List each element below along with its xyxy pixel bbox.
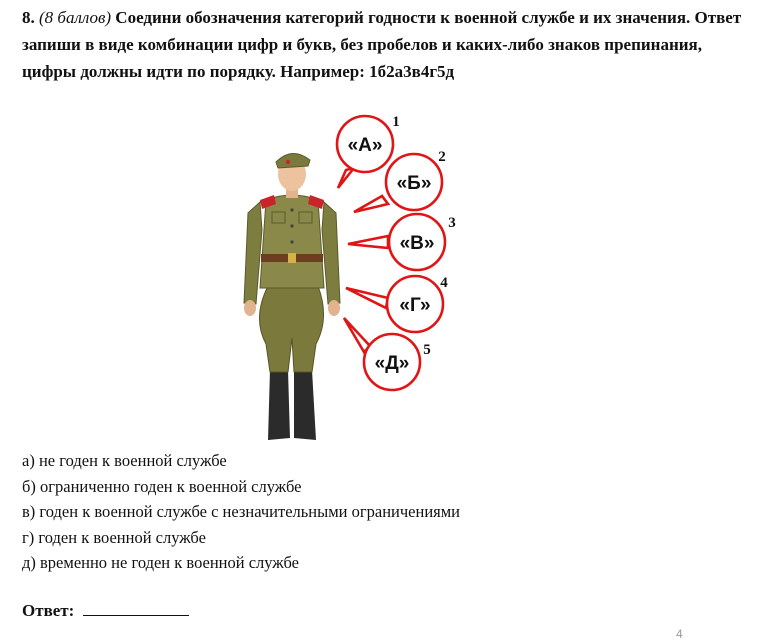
option-b: б) ограниченно годен к военной службе xyxy=(22,476,302,496)
callout-label: «Г» xyxy=(399,295,431,316)
page-number: 4 xyxy=(676,627,683,641)
task-points: (8 баллов) xyxy=(39,8,112,27)
option-d: д) временно не годен к военной службе xyxy=(22,553,299,572)
answer-section xyxy=(22,601,189,621)
task-text xyxy=(22,4,752,85)
callout-label: «В» xyxy=(399,233,435,254)
callout-4 xyxy=(346,275,448,332)
callout-number: 2 xyxy=(438,149,446,165)
option-g: г) годен к военной службе xyxy=(22,527,206,547)
callout-number: 1 xyxy=(392,114,400,130)
soldier-illustration xyxy=(244,153,340,440)
option-v: в) годен к военной службе с незначительными ограничениями xyxy=(22,502,461,521)
callout-number: 5 xyxy=(423,342,431,358)
task-instruction: Соедини обозначения категорий годности к военной службе и их значения. Ответ запиши в виде комбинации цифр и букв, без пробелов и каких-либо знаков препинания, цифры должны идти по порядку. Например: 1б2а3в4г5д xyxy=(22,8,742,81)
option-a: а) не годен к военной службе xyxy=(22,451,227,470)
callout-label: «Д» xyxy=(374,353,410,374)
task-number: 8. xyxy=(22,8,35,27)
soldier-figure xyxy=(230,108,490,448)
answer-blank[interactable] xyxy=(83,601,189,616)
callout-label: «Б» xyxy=(396,173,432,194)
callout-number: 3 xyxy=(448,215,456,231)
answer-label: Ответ: xyxy=(22,601,75,620)
callout-number: 4 xyxy=(440,275,448,291)
callout-label: «А» xyxy=(347,135,383,156)
options-list xyxy=(22,448,460,576)
callout-3 xyxy=(348,214,456,270)
